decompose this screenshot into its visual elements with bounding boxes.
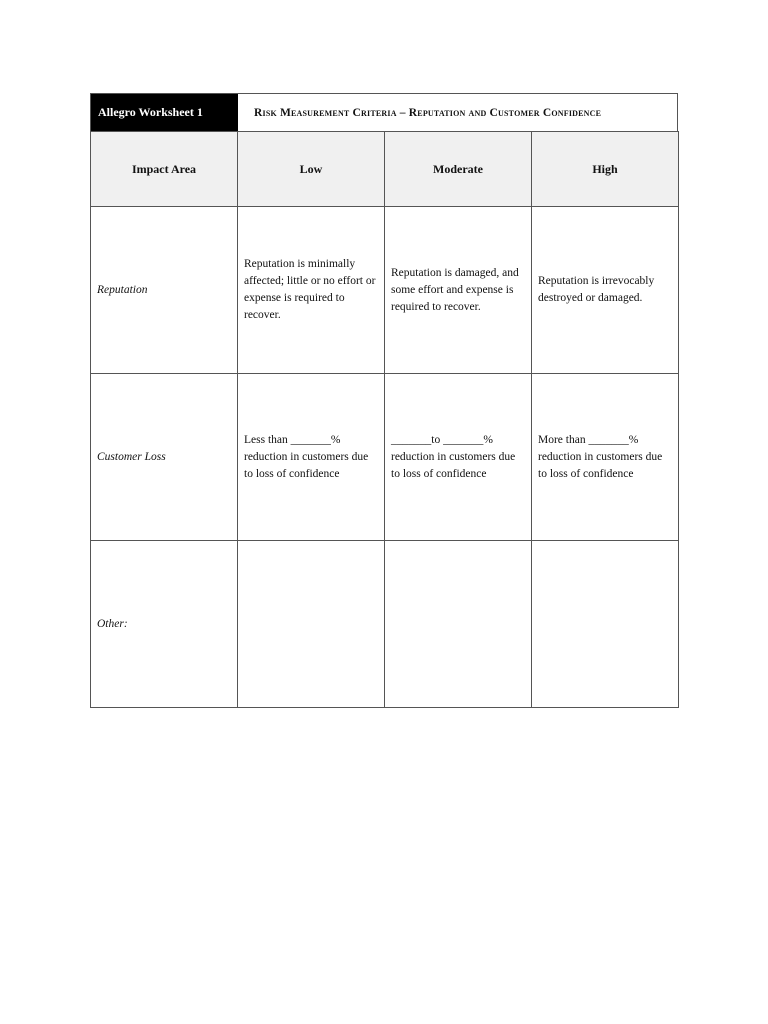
customer-loss-high-cell[interactable]: More than _______% reduction in customers due to loss of confidence [532,374,679,541]
reputation-low-cell[interactable]: Reputation is minimally affected; little or no effort or expense is required to recover. [238,207,385,374]
table-row [91,541,679,708]
header-high: High [532,132,679,207]
header-impact-area: Impact Area [91,132,238,207]
worksheet-title-bar [90,93,678,131]
reputation-high-cell[interactable]: Reputation is irrevocably destroyed or damaged. [532,207,679,374]
table-row [91,374,679,541]
customer-loss-moderate-cell[interactable]: _______to _______% reduction in customers due to loss of confidence [385,374,532,541]
worksheet [90,93,678,708]
other-high-cell[interactable] [532,541,679,708]
impact-area-customer-loss: Customer Loss [91,374,238,541]
risk-criteria-table [90,131,679,708]
table-row [91,207,679,374]
worksheet-title: Risk Measurement Criteria – Reputation and Customer Confidence [254,106,602,119]
other-low-cell[interactable] [238,541,385,708]
other-moderate-cell[interactable] [385,541,532,708]
customer-loss-low-cell[interactable]: Less than _______% reduction in customers due to loss of confidence [238,374,385,541]
reputation-moderate-cell[interactable]: Reputation is damaged, and some effort and expense is required to recover. [385,207,532,374]
header-low: Low [238,132,385,207]
impact-area-reputation: Reputation [91,207,238,374]
table-header-row [91,132,679,207]
worksheet-label: Allegro Worksheet 1 [91,94,238,131]
header-moderate: Moderate [385,132,532,207]
impact-area-other: Other: [91,541,238,708]
